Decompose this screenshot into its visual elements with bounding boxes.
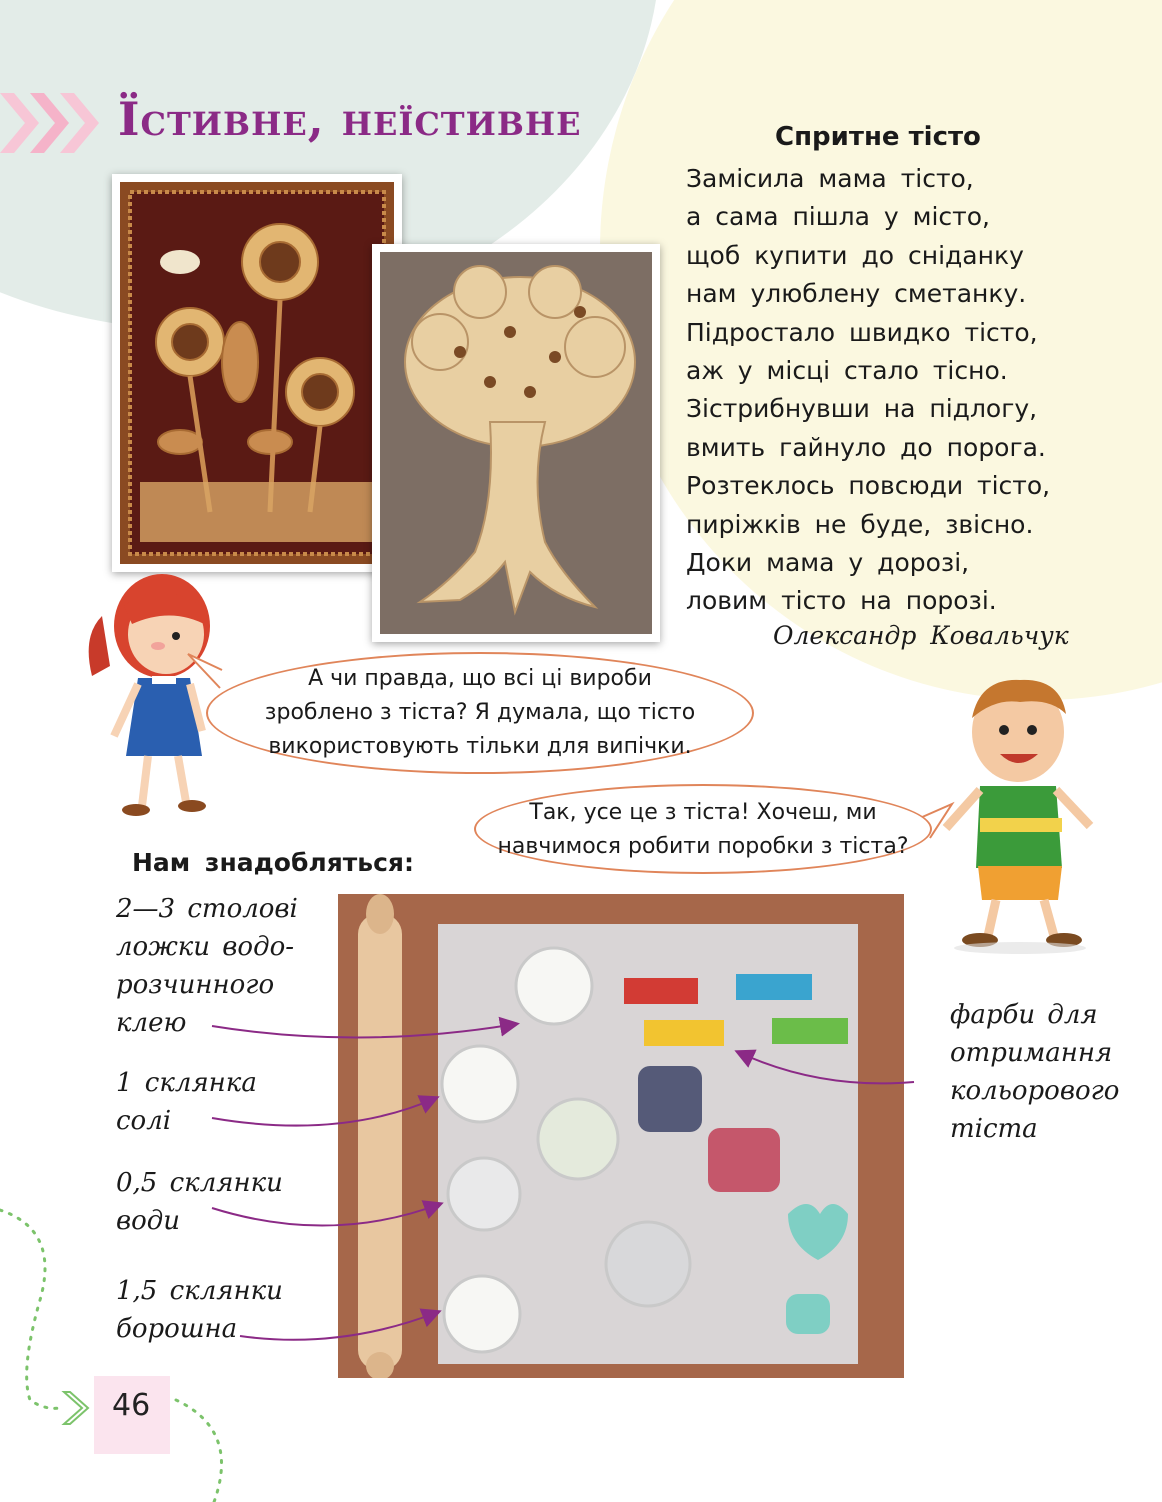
poem-line: Підростало швидко тісто, (686, 317, 1038, 347)
poem-line: а сама пішла у місто, (686, 202, 990, 232)
poem-line: вмить гайнуло до порога. (686, 432, 1046, 462)
poem-line: ловим тісто на порозі. (686, 586, 997, 616)
bubble-line: зроблено з тіста? Я думала, що тісто (264, 700, 696, 725)
poem-line: пиріжків не буде, звісно. (686, 509, 1034, 539)
page-number: 46 (112, 1388, 151, 1423)
paints-label: фарби для отримання кольорового тіста (950, 1000, 1120, 1144)
bubble-line: використовують тільки для випічки. (268, 734, 692, 759)
poem-line: аж у місці стало тісно. (686, 356, 1008, 386)
poem-line: Доки мама у дорозі, (686, 548, 970, 578)
arrow-paints (738, 1052, 914, 1083)
poem-line: Розтеклось повсюди тісто, (686, 471, 1051, 501)
water-label: 0,5 склянки води (116, 1168, 283, 1236)
salt-label: 1 склянка солі (116, 1068, 257, 1136)
bubble-line: А чи правда, що всі ці вироби (308, 666, 652, 691)
bubble-line: навчимося робити поробки з тіста? (497, 834, 909, 859)
bubble-line: Так, усе це з тіста! Хочеш, ми (529, 800, 877, 825)
chevron-right-icon (60, 1388, 90, 1428)
poem-title: Спритне тісто (775, 122, 981, 152)
poem-author: Олександр Ковальчук (773, 621, 1069, 650)
poem-line: Замісила мама тісто, (686, 164, 974, 193)
poem-line: нам улюблену сметанку. (686, 279, 1027, 309)
poem-line: щоб купити до сніданку (686, 240, 1024, 270)
page-title: Їстивне, неїстивне (118, 92, 582, 146)
needed-heading: Нам знадобляться: (132, 848, 414, 877)
glue-label: 2—3 столові ложки водо- розчинного клею (116, 894, 298, 1038)
flour-label: 1,5 склянки борошна (116, 1276, 283, 1344)
dotted-path-decoration-icon (0, 1190, 240, 1502)
poem-line: Зістрибнувши на підлогу, (686, 394, 1038, 424)
